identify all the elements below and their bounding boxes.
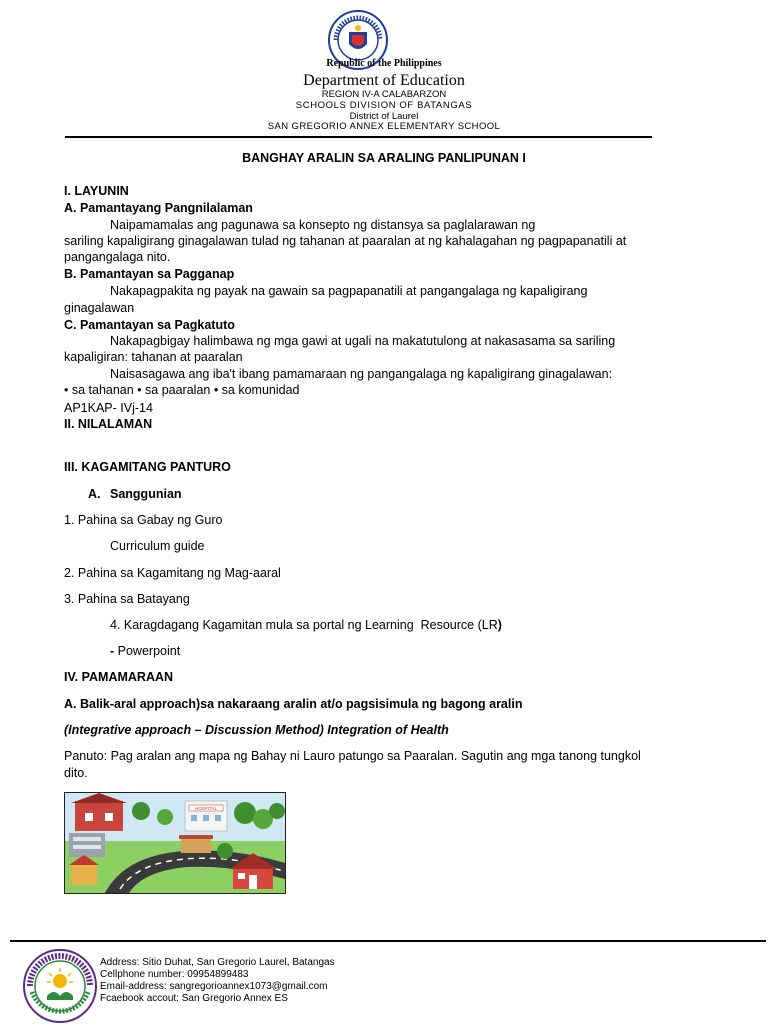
subsection-a-heading: A. Pamantayang Pangnilalaman xyxy=(64,201,253,215)
reference-item-1-sub: Curriculum guide xyxy=(110,539,205,553)
footer-address: Address: Sitio Duhat, San Gregorio Laurel, Batangas xyxy=(100,957,335,968)
s1c-text-1: Nakapagbigay halimbawa ng mga gawi at ugali na makatutulong at nakasasama sa sariling xyxy=(110,334,616,348)
footer-divider xyxy=(10,940,766,942)
s1c-text-2: kapaligiran: tahanan at paaralan xyxy=(64,350,243,364)
s1c-text-4: • sa tahanan • sa paaralan • sa komunidad xyxy=(64,383,300,397)
reference-item-2: 2. Pahina sa Kagamitang ng Mag-aaral xyxy=(64,566,281,580)
footer-phone: Cellphone number: 09954899483 xyxy=(100,969,249,980)
reference-item-4-sub: - Powerpoint xyxy=(110,644,181,658)
department-line: Department of Education xyxy=(303,72,465,89)
section-nilalaman-heading: II. NILALAMAN xyxy=(64,417,153,431)
header-divider xyxy=(65,136,652,138)
reference-item-1: 1. Pahina sa Gabay ng Guro xyxy=(64,513,223,527)
school-logo-icon xyxy=(22,948,98,1024)
s1a-text-3: pangangalaga nito. xyxy=(64,250,171,264)
hospital-sign: HOSPITAL xyxy=(195,806,217,811)
panuto-text-1: Panuto: Pag aralan ang mapa ng Bahay ni Lauro patungo sa Paaralan. Sagutin ang mga tanong tungkol xyxy=(64,749,641,763)
s1a-text-2: sariling kapaligirang ginagalawan tulad ng tahanan at paaralan at ng kahalagahan ng pagpapanatili at xyxy=(64,234,627,248)
lesson-title: BANGHAY ARALIN SA ARALING PANLIPUNAN I xyxy=(242,151,526,165)
division-line: SCHOOLS DIVISION OF BATANGAS xyxy=(295,100,473,111)
method-line: (Integrative approach – Discussion Method) Integration of Health xyxy=(64,723,449,737)
subsection-b-heading: B. Pamantayan sa Pagganap xyxy=(64,267,235,281)
section-pamamaraan-heading: IV. PAMAMARAAN xyxy=(64,670,174,684)
s1b-text-1: Nakapagpakita ng payak na gawain sa pagpapanatili at pangangalaga ng kapaligirang xyxy=(110,284,588,298)
district-line: District of Laurel xyxy=(349,111,419,122)
s1a-text-1: Naipamamalas ang pagunawa sa konsepto ng distansya sa paglalarawan ng xyxy=(110,218,536,232)
footer-facebook: Fcaebook accout: San Gregorio Annex ES xyxy=(100,993,288,1004)
section-layunin-heading: I. LAYUNIN xyxy=(64,184,129,198)
panuto-text-2: dito. xyxy=(64,766,88,780)
region-line: REGION IV-A CALABARZON xyxy=(321,89,447,100)
sanggunian-letter: A. xyxy=(88,487,101,501)
s1b-text-2: ginagalawan xyxy=(64,301,135,315)
subsection-c-heading: C. Pamantayan sa Pagkatuto xyxy=(64,318,235,332)
school-logo xyxy=(22,948,98,1024)
sanggunian-heading: Sanggunian xyxy=(110,487,182,501)
republic-line: Republic of the Philippines xyxy=(326,58,442,69)
footer-email: Email-address: sangregorioannex1073@gmail.com xyxy=(100,981,328,992)
town-map-icon xyxy=(65,793,285,893)
section-kagamitang-heading: III. KAGAMITANG PANTURO xyxy=(64,460,231,474)
competency-code: AP1KAP- IVj-14 xyxy=(64,401,153,415)
map-illustration xyxy=(64,792,286,894)
reference-item-4: 4. Karagdagang Kagamitan mula sa portal ng Learning Resource (LR) xyxy=(110,618,502,632)
reference-item-3: 3. Pahina sa Batayang xyxy=(64,592,190,606)
s1c-text-3: Naisasagawa ang iba't ibang pamamaraan ng pangangalaga ng kapaligirang ginagalawan: xyxy=(110,367,613,381)
subsection-balik-aral-heading: A. Balik-aral approach)sa nakaraang aralin at/o pagsisimula ng bagong aralin xyxy=(64,697,523,711)
school-line: SAN GREGORIO ANNEX ELEMENTARY SCHOOL xyxy=(267,121,501,132)
